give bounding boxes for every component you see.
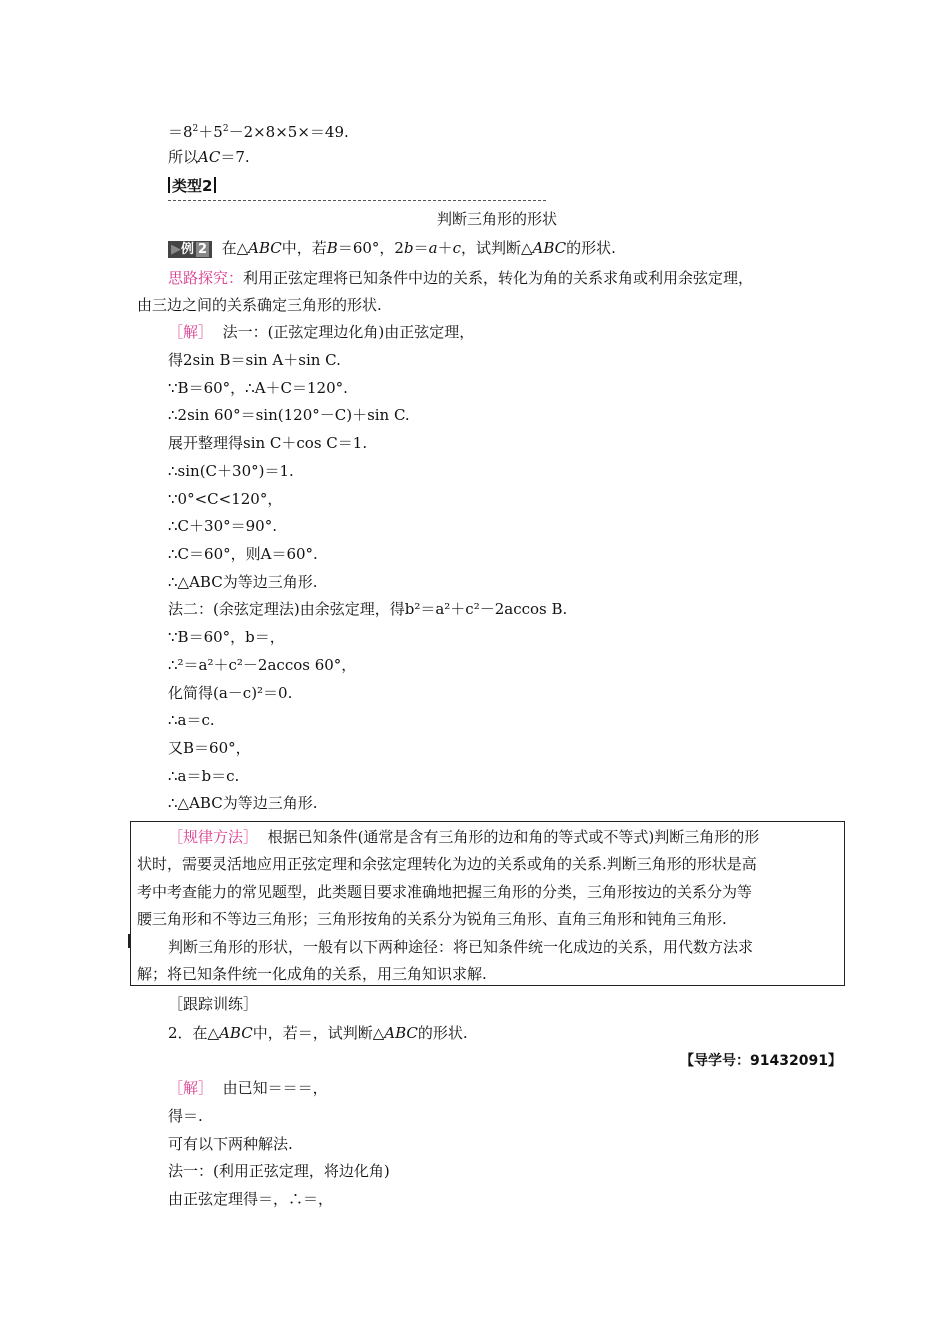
- solution-step: ∵0°<C<120°，: [168, 490, 283, 508]
- conclusion-line: 所以AC＝7.: [168, 148, 250, 166]
- equation-line: $=8^2+5^2-2\times 8\times 5\times=49$.: [168, 123, 349, 141]
- type-heading: 类型2: [168, 176, 216, 196]
- solution-step: ∴²＝a²＋c²－2accos 60°，: [168, 656, 357, 674]
- method-line: 考中考查能力的常见题型，此类题目要求准确地把握三角形的分类，三角形按边的关系分为等: [137, 883, 753, 901]
- example-statement: ▶例 2 在△ABC中，若B＝60°，2b＝a＋c，试判断△ABC的形状.: [168, 238, 616, 258]
- solution-step: ∴△ABC为等边三角形.: [168, 573, 318, 591]
- example-badge: ▶例 2: [168, 241, 212, 258]
- solution-step: ∴2sin 60°＝sin(120°－C)＋sin C.: [168, 406, 410, 424]
- answer-step: 法一：(利用正弦定理，将边化角): [168, 1162, 390, 1180]
- thinking-label: 思路探究：: [168, 269, 244, 287]
- answer-step: 可有以下两种解法.: [168, 1135, 293, 1153]
- method-line: 腰三角形和不等边三角形；三角形按角的关系分为锐角三角形、直角三角形和钝角三角形.: [137, 910, 727, 928]
- solution-label: ［解］: [168, 323, 214, 341]
- solution-step: ∵B＝60°，∴A＋C＝120°.: [168, 379, 348, 397]
- solution-method-2: 法二：(余弦定理法)由余弦定理，得b²＝a²＋c²－2accos B.: [168, 600, 568, 618]
- solution-step: ∴△ABC为等边三角形.: [168, 794, 318, 812]
- practice-question: 2．在△ABC中，若＝，试判断△ABC的形状.: [168, 1024, 468, 1042]
- thinking-line-2: 由三边之间的关系确定三角形的形状.: [137, 296, 382, 314]
- method-line: 状时，需要灵活地应用正弦定理和余弦定理转化为边的关系或角的关系.判断三角形的形状是高: [137, 855, 757, 873]
- practice-answer: ［解］ 由已知＝＝＝，: [168, 1079, 328, 1097]
- solution-step: 展开整理得sin C＋cos C＝1.: [168, 434, 368, 452]
- method-label: ［规律方法］: [168, 828, 259, 846]
- guide-number: 【导学号：91432091】: [680, 1053, 842, 1069]
- solution-step: 得2sin B＝sin A＋sin C.: [168, 351, 341, 369]
- solution-step: ∴a＝b＝c.: [168, 767, 240, 785]
- thinking-line-1: 思路探究：利用正弦定理将已知条件中边的关系，转化为角的关系求角或利用余弦定理，: [168, 269, 754, 287]
- solution-step: ∴sin(C＋30°)＝1.: [168, 462, 294, 480]
- practice-label: ［跟踪训练］: [168, 995, 259, 1013]
- solution-step: ∴C＝60°，则A＝60°.: [168, 545, 318, 563]
- section-title: 判断三角形的形状: [437, 210, 558, 228]
- method-line: ［规律方法］ 根据已知条件(通常是含有三角形的边和角的等式或不等式)判断三角形的形: [168, 828, 760, 846]
- solution-step: ∴a＝c.: [168, 711, 215, 729]
- answer-label: ［解］: [168, 1079, 214, 1097]
- solution-step: ∴C＋30°＝90°.: [168, 517, 277, 535]
- heading-divider: [168, 200, 546, 201]
- method-line: 解；将已知条件统一化成角的关系，用三角知识求解.: [137, 965, 487, 983]
- solution-method-1: ［解］ 法一：(正弦定理边化角)由正弦定理，: [168, 323, 475, 341]
- solution-step: ∵B＝60°，b＝，: [168, 628, 285, 646]
- answer-step: 由正弦定理得＝，∴＝，: [168, 1190, 334, 1208]
- solution-step: 又B＝60°，: [168, 739, 251, 757]
- method-line: 判断三角形的形状，一般有以下两种途径：将已知条件统一化成边的关系，用代数方法求: [168, 938, 754, 956]
- solution-step: 化简得(a－c)²＝0.: [168, 684, 293, 702]
- answer-step: 得＝.: [168, 1107, 203, 1125]
